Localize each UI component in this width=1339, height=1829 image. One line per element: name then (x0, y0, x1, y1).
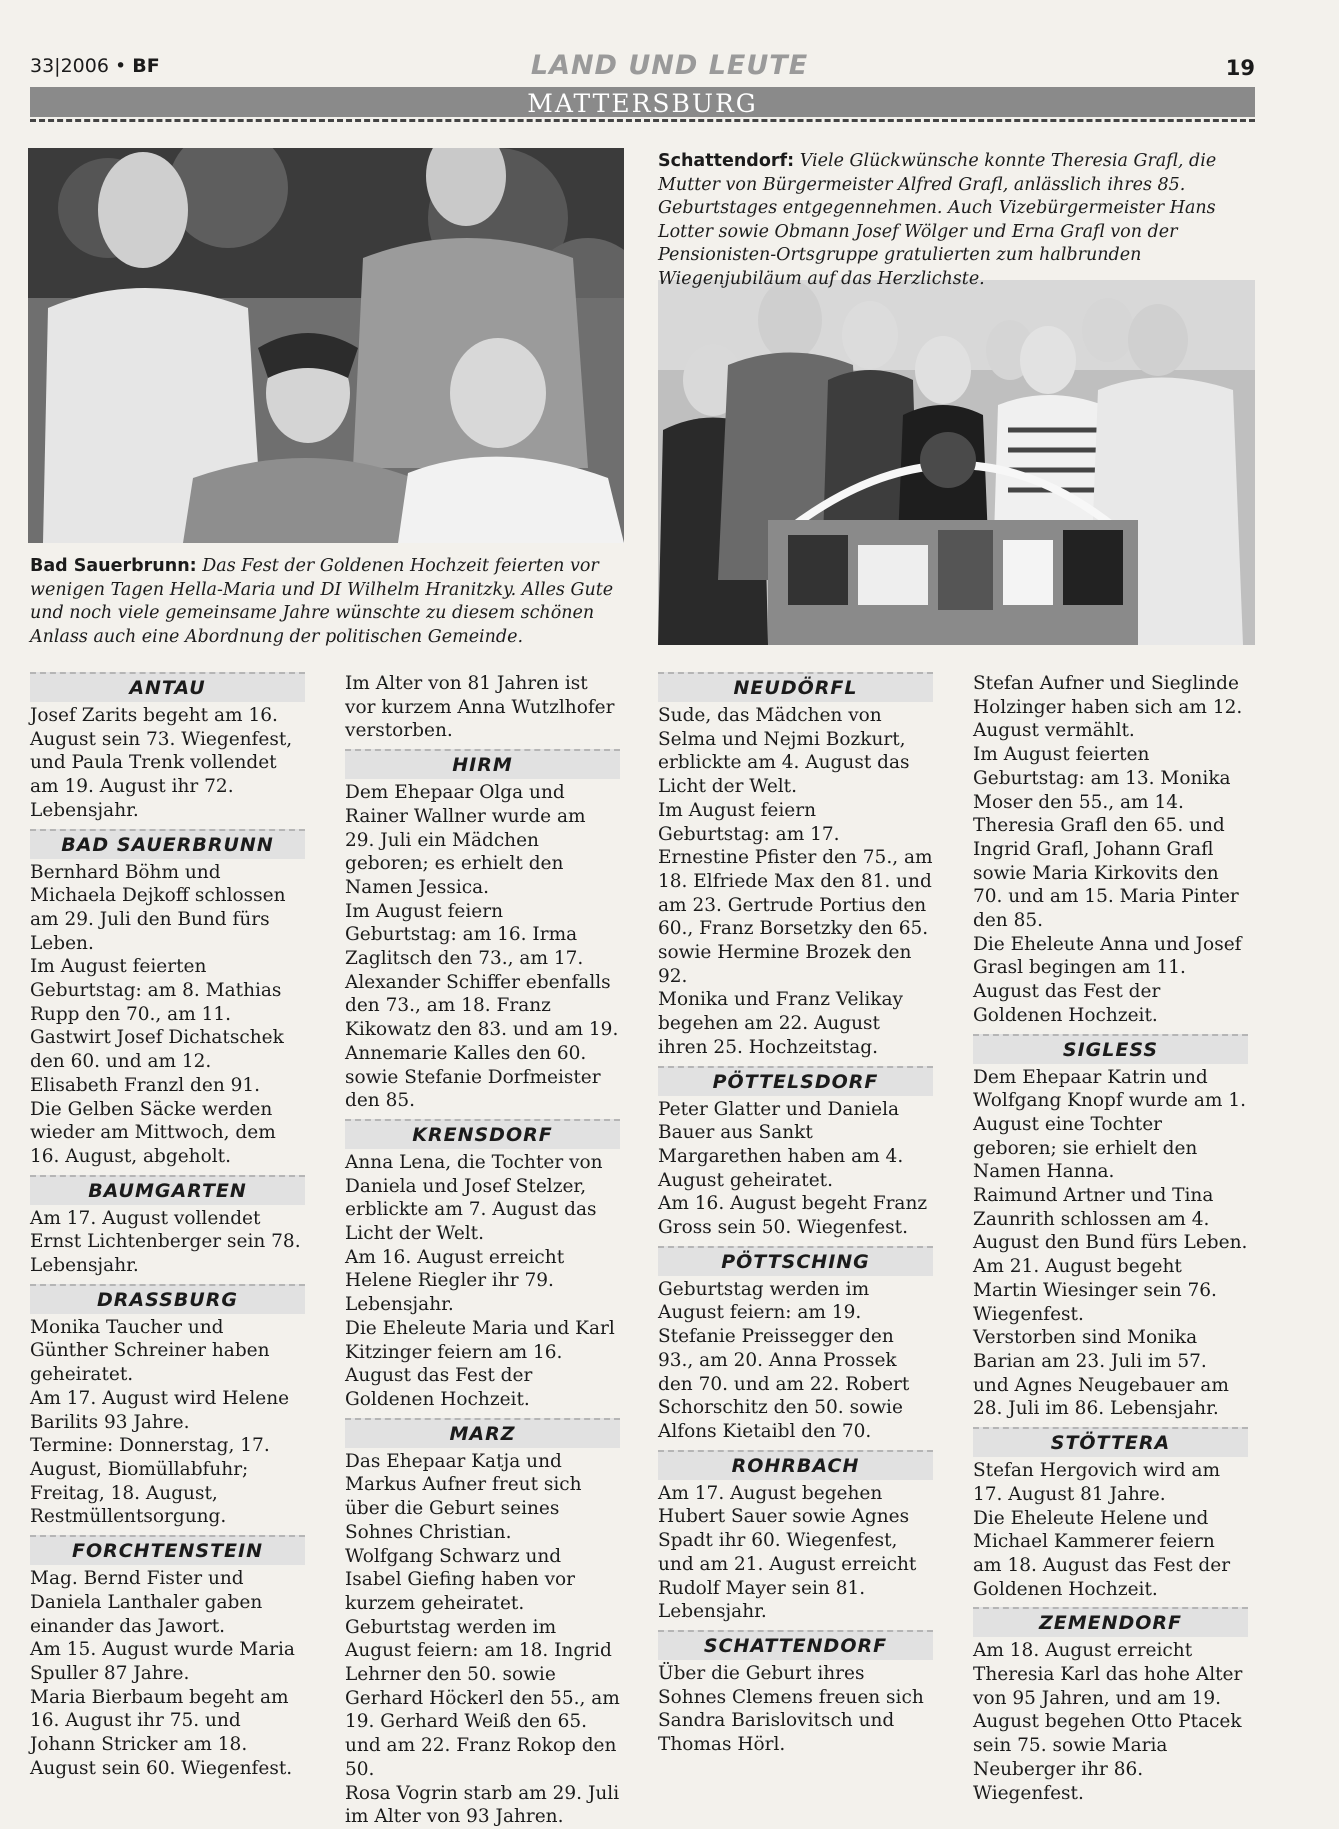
news-paragraph: Anna Lena, die Tochter von Daniela und Josef Stelzer, erblickte am 7. August das Licht der Welt. (345, 1151, 603, 1245)
section-heading: FORCHTENSTEIN (30, 1535, 305, 1565)
caption-location: Schattendorf: (658, 151, 795, 171)
caption-schattendorf (658, 150, 1258, 291)
news-paragraph: Am 17. August begehen Hubert Sauer sowie Agnes Spadt ihr 60. Wiegenfest, und am 21. August erreicht Rudolf Mayer sein 81. Lebensjahr. (658, 1482, 917, 1623)
section-heading: MARZ (345, 1418, 620, 1448)
news-paragraph: Im Alter von 81 Jahren ist vor kurzem Anna Wutzlhofer verstorben. (345, 673, 615, 742)
photo-bad-sauerbrunn (28, 148, 624, 543)
news-paragraph: Im August feierten Geburtstag: am 13. Monika Moser den 55., am 14. Theresia Grafl den 65. und Ingrid Grafl, Johann Grafl sowie Maria Kirkovits den 70. und am 15. Maria Pinter den 85. (973, 744, 1239, 932)
news-paragraph: Mag. Bernd Fister und Daniela Lanthaler gaben einander das Jawort. (30, 1568, 263, 1637)
news-paragraph: Am 18. August erreicht Theresia Karl das hohe Alter von 95 Jahren, und am 19. August begehen Otto Ptacek sein 75. sowie Maria Neuberger ihr 86. Wiegenfest. (973, 1640, 1243, 1804)
news-paragraph: Das Ehepaar Katja und Markus Aufner freut sich über die Geburt seines Sohnes Christian. (345, 1450, 582, 1543)
region-band (30, 87, 1255, 117)
news-paragraph: Stefan Aufner und Sieglinde Holzinger haben sich am 12. August vermählt. (973, 673, 1243, 742)
issue-number: 33|2006 (30, 55, 109, 77)
news-paragraph: Im August feiern Geburtstag: am 17. Ernestine Pfister den 75., am 18. Elfriede Max den 81. und am 23. Gertrude Portius den 60., Franz Borsetzky den 65. sowie Hermine Brozek den 92. (658, 799, 933, 987)
news-paragraph: Über die Geburt ihres Sohnes Clemens freuen sich Sandra Barislovitsch und Thomas Hörl. (658, 1662, 924, 1756)
news-paragraph: Am 17. August vollendet Ernst Lichtenberger sein 78. Lebensjahr. (30, 1207, 301, 1277)
section-heading: BAUMGARTEN (30, 1175, 305, 1205)
news-paragraph: Dem Ehepaar Katrin und Wolfgang Knopf wurde am 1. August eine Tochter geboren; sie erhielt den Namen Hanna. (973, 1066, 1246, 1183)
news-paragraph: Am 21. August begeht Martin Wiesinger sein 76. Wiegenfest. (973, 1256, 1217, 1325)
section-heading: SCHATTENDORF (658, 1630, 933, 1660)
section-heading: ANTAU (30, 672, 305, 702)
group-portrait-illustration (28, 148, 624, 543)
news-paragraph: Monika und Franz Velikay begehen am 22. August ihren 25. Hochzeitstag. (658, 989, 903, 1058)
photo-schattendorf (658, 280, 1255, 645)
news-paragraph: Monika Taucher und Günther Schreiner haben geheiratet. (30, 1316, 270, 1386)
news-paragraph: Josef Zarits begeht am 16. August sein 73. Wiegenfest, und Paula Trenk vollendet am 19. August ihr 72. Lebensjahr. (30, 705, 293, 821)
header-divider (30, 119, 1255, 122)
news-paragraph: Am 16. August erreicht Helene Riegler ihr 79. Lebensjahr. (345, 1246, 565, 1316)
news-paragraph: Am 17. August wird Helene Barilits 93 Jahre. (30, 1387, 290, 1433)
news-paragraph: Stefan Hergovich wird am 17. August 81 Jahre. (973, 1460, 1221, 1505)
news-paragraph: Sude, das Mädchen von Selma und Nejmi Bozkurt, erblickte am 4. August das Licht der Welt. (658, 705, 910, 798)
paper-logo: BF (132, 55, 160, 77)
caption-text: Viele Glückwünsche konnte Theresia Grafl, die Mutter von Bürgermeister Alfred Grafl, anlässlich ihres 85. Geburtstages entgegennehmen. Auch Vizebürgermeister Hans Lotter sowie Obmann Josef Wölger und Erna Grafl von der Pensionisten-Ortsgruppe gratulierten zum halbrunden Wiegenjubiläum auf das Herzlichste. (658, 151, 1217, 289)
news-paragraph: Geburtstag werden im August feiern: am 18. Ingrid Lehrner den 50. sowie Gerhard Höckerl den 55., am 19. Gerhard Weiß den 65. und am 22. Franz Rokop den 50. (345, 1616, 620, 1780)
section-heading: BAD SAUERBRUNN (30, 829, 305, 859)
news-paragraph: Verstorben sind Monika Barian am 23. Juli im 57. und Agnes Neugebauer am 28. Juli im 86. Lebensjahr. (973, 1327, 1229, 1420)
page-number: 19 (1225, 56, 1255, 80)
section-heading: DRASSBURG (30, 1284, 305, 1314)
news-paragraph: Dem Ehepaar Olga und Rainer Wallner wurde am 29. Juli ein Mädchen geboren; es erhielt den Namen Jessica. (345, 782, 586, 898)
news-paragraph: Am 15. August wurde Maria Spuller 87 Jahre. (30, 1639, 295, 1684)
section-heading: PÖTTSCHING (658, 1246, 933, 1276)
news-column-4 (973, 672, 1248, 1805)
news-paragraph: Wolfgang Schwarz und Isabel Giefing haben vor kurzem geheiratet. (345, 1545, 576, 1614)
section-heading: PÖTTELSDORF (658, 1066, 933, 1096)
news-paragraph: Maria Bierbaum begeht am 16. August ihr 75. und Johann Stricker am 18. August sein 60. Wiegenfest. (30, 1686, 293, 1779)
news-paragraph: Die Eheleute Anna und Josef Grasl begingen am 11. August das Fest der Goldenen Hochzeit. (973, 933, 1242, 1026)
news-paragraph: Rosa Vogrin starb am 29. Juli im Alter von 93 Jahren. (345, 1782, 620, 1828)
caption-bad-sauerbrunn (30, 555, 630, 649)
news-paragraph: Die Gelben Säcke werden wieder am Mittwoch, dem 16. August, abgeholt. (30, 1098, 276, 1167)
section-heading: SIGLESS (973, 1034, 1248, 1064)
caption-text: Das Fest der Goldenen Hochzeit feierten vor wenigen Tagen Hella-Maria und DI Wilhelm Hranitzky. Alles Gute und noch viele gemeinsame Jahre wünschte zu diesem schönen Anlass auch eine Abordnung der politischen Gemeinde. (30, 556, 614, 647)
region-title: MATTERSBURG (527, 89, 758, 118)
section-heading: ROHRBACH (658, 1450, 933, 1480)
bullet: • (114, 55, 127, 77)
news-paragraph: Termine: Donnerstag, 17. August, Biomüllabfuhr; Freitag, 18. August, Restmüllentsorgung. (30, 1435, 270, 1528)
news-paragraph: Geburtstag werden im August feiern: am 19. Stefanie Preissegger den 93., am 20. Anna Prossek den 70. und am 22. Robert Schorschitz den 50. sowie Alfons Kietaibl den 70. (658, 1278, 910, 1442)
section-heading: HIRM (345, 749, 620, 779)
news-paragraph: Am 16. August begeht Franz Gross sein 50. Wiegenfest. (658, 1193, 928, 1239)
section-heading: NEUDÖRFL (658, 672, 933, 702)
news-column-1 (30, 672, 305, 1780)
section-heading: KRENSDORF (345, 1119, 620, 1149)
news-paragraph: Im August feierten Geburtstag: am 8. Mathias Rupp den 70., am 11. Gastwirt Josef Dichatschek den 60. und am 12. Elisabeth Franzl den 91. (30, 956, 284, 1096)
caption-location: Bad Sauerbrunn: (30, 556, 197, 576)
group-celebration-illustration (658, 280, 1255, 645)
news-paragraph: Raimund Artner und Tina Zaunrith schlossen am 4. August den Bund fürs Leben. (973, 1185, 1248, 1254)
news-paragraph: Die Eheleute Helene und Michael Kammerer feiern am 18. August das Fest der Goldenen Hochzeit. (973, 1507, 1231, 1600)
section-heading: STÖTTERA (973, 1427, 1248, 1457)
section-heading: ZEMENDORF (973, 1607, 1248, 1637)
news-column-3 (658, 672, 933, 1757)
news-paragraph: Im August feiern Geburtstag: am 16. Irma Zaglitsch den 73., am 17. Alexander Schiffer ebenfalls den 73., am 18. Franz Kikowatz den 83. und am 19. Annemarie Kalles den 60. sowie Stefanie Dorfmeister den 85. (345, 900, 619, 1112)
news-column-2 (345, 672, 620, 1829)
news-paragraph: Peter Glatter und Daniela Bauer aus Sankt Margarethen haben am 4. August geheiratet. (658, 1098, 904, 1191)
section-title: LAND UND LEUTE (530, 50, 809, 81)
news-paragraph: Die Eheleute Maria und Karl Kitzinger feiern am 16. August das Fest der Goldenen Hochzeit. (345, 1317, 615, 1410)
news-paragraph: Bernhard Böhm und Michaela Dejkoff schlossen am 29. Juli den Bund fürs Leben. (30, 861, 286, 954)
